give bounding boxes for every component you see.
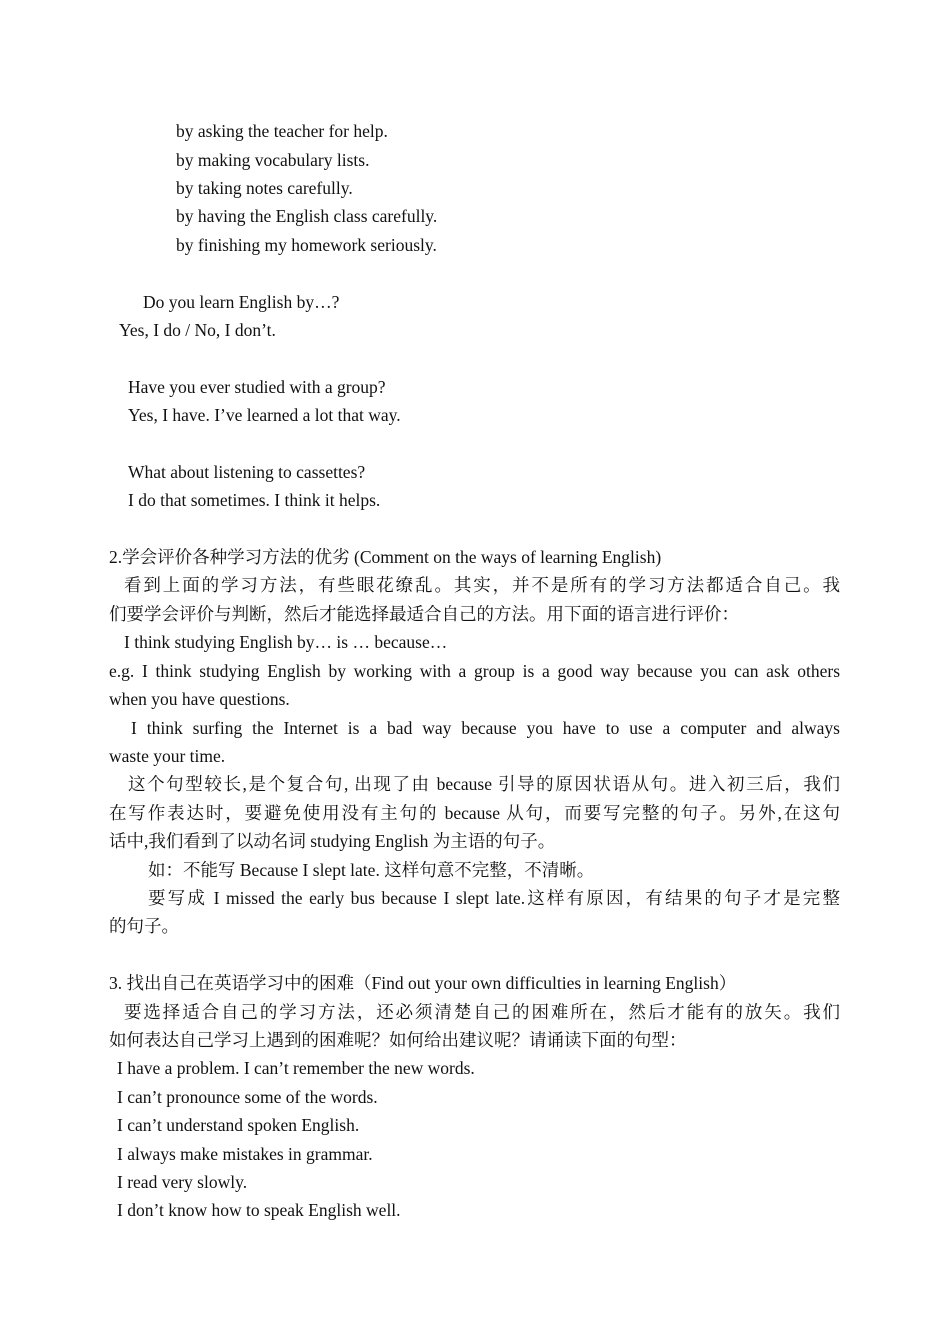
sentence-pattern: I think studying English by… is … because… [124,632,448,652]
grammar-note-line: 这个句型较长,是个复合句, 出现了由 because 引导的原因状语从句。进入初三后，我们 [128,774,840,794]
dialog-answer: Yes, I have. I’ve learned a lot that way. [128,405,401,425]
difficulty-sentence: I don’t know how to speak English well. [117,1200,401,1220]
dialog-answer: Yes, I do / No, I don’t. [119,320,276,340]
section-3-intro-line: 要选择适合自己的学习方法，还必须清楚自己的困难所在，然后才能有的放矢。我们 [124,1002,840,1022]
difficulty-sentence: I read very slowly. [117,1172,248,1192]
grammar-example-line: 要写成 I missed the early bus because I slept late.这样有原因，有结果的句子才是完整 [148,888,840,908]
section-2-intro-line: 们要学会评价与判断，然后才能选择最适合自己的方法。用下面的语言进行评价： [109,604,739,624]
method-item: by asking the teacher for help. [176,121,388,141]
dialog-question: Do you learn English by…? [143,292,340,312]
difficulty-sentence: I can’t understand spoken English. [117,1115,360,1135]
method-item: by taking notes carefully. [176,178,353,198]
method-item: by having the English class carefully. [176,206,438,226]
method-item: by finishing my homework seriously. [176,235,437,255]
example-line: when you have questions. [109,689,290,709]
difficulty-sentence: I have a problem. I can’t remember the new words. [117,1058,475,1078]
dialog-question: What about listening to cassettes? [128,462,366,482]
section-3-intro-line: 如何表达自己学习上遇到的困难呢？如何给出建议呢？请诵读下面的句型： [109,1030,687,1050]
grammar-note-line: 在写作表达时，要避免使用没有主句的 because 从句，而要写完整的句子。另外,在这句 [109,803,840,823]
dialog-answer: I do that sometimes. I think it helps. [128,490,381,510]
difficulty-sentence: I always make mistakes in grammar. [117,1144,373,1164]
example-line: waste your time. [109,746,226,766]
grammar-example-line: 如：不能写 Because I slept late. 这样句意不完整，不清晰。 [148,860,595,880]
section-2-heading: 2.学会评价各种学习方法的优劣 (Comment on the ways of learning English) [109,547,662,567]
section-3-heading: 3. 找出自己在英语学习中的困难（Find out your own difficulties in learning English） [109,973,737,993]
method-item: by making vocabulary lists. [176,150,370,170]
example-line: e.g. I think studying English by working with a group is a good way because you can ask others [109,661,840,681]
difficulty-sentence: I can’t pronounce some of the words. [117,1087,378,1107]
dialog-question: Have you ever studied with a group? [128,377,386,397]
grammar-example-line: 的句子。 [109,916,179,936]
section-2-intro-line: 看到上面的学习方法，有些眼花缭乱。其实，并不是所有的学习方法都适合自己。我 [124,575,840,595]
example-line: I think surfing the Internet is a bad way because you have to use a computer and always [131,718,840,738]
grammar-note-line: 话中,我们看到了以动名词 studying English 为主语的句子。 [109,831,556,851]
